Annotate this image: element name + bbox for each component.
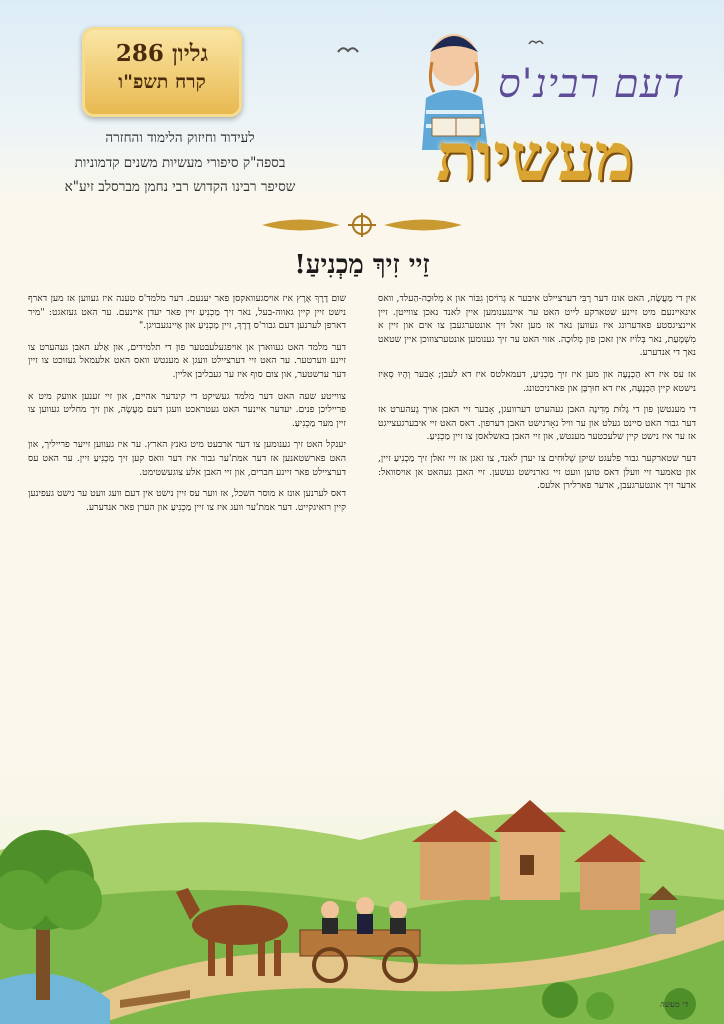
series-title: דעם רבינ'ס (497, 61, 685, 107)
subtitle-line-2: בספה"ק סיפורי מעשיות משנים קדמוניות (74, 155, 286, 171)
artist-signature: די מעשה (660, 1000, 689, 1009)
bird-icon (528, 38, 544, 48)
paragraph: דאס לערנען אונז א מוסר השכל, אז ווער עס זיין נישט אין דעם וועג וועט ער נישט געפינען קיין רואיגקייט. דער אמת'ער וועג איז צו זיין מַכְנִיעַ און הערן פאר אנדערע. (28, 488, 346, 513)
story-title: זַיי זִיךְ מַכְנִיעַ! (294, 250, 430, 280)
main-title: מעשיות (436, 118, 634, 196)
paragraph: יענקל האט זיך גענומען צו דער ארבעט מיט גאנץ הארץ. ער איז געווען זייער פרייליך, און האט פארשטאנען אז דער אמת'ער גבור איז דער וואס קען זיך מַכְנִיעַ זיין. ער האט עס דערציילט פאר זיינע חברים, און זיי האבן אלע צוגעשטימט. (28, 439, 346, 478)
issue-box (82, 27, 242, 117)
bird-icon (337, 44, 359, 58)
text-column-right (378, 292, 696, 501)
ornament-divider (260, 210, 464, 240)
paragraph: די מענטשן פון די גָלוּת מְדִינָה האבן געהערט דערוועגן, אָבער זיי האבן אויך גֶעהערט אז דער גבור האט סיינט געלט און ער וויל נאָרנישט האבן דערפון. דאס האט זיי איבערגעצייגט אז ער איז נישט קיין שלעכטער מענטש, און זיי האבן באשלאסן צו זיין מַכְנִיעַ. (378, 404, 696, 443)
subtitle-line-1: לעידוד וחיזוק הלימוד והחזרה (105, 130, 255, 146)
paragraph: אין די מַעֲשֶׂה, האט אונז דער רֶבִּי דערציילט איבער א גְרוֹיסן גִבּוֹר און א מְלוּכָה-הַעלד, וואס אינאיינעם מיט זיינע שטארקע לייט האט ער איינגענומען איין לאנד נאכן צווייטן. זיין איינציגסטע פאדערונג איז געווען נאר אז מען זאל זיך אונטערגעבן צו אים און זיין א מִשְׁמָעַת, נאר בְּלוֹיז אין זאכן פון מְלוּכָה. אזוי האט ער זיך גענומען אונטערצוזוכן איין שטאט נאך די אנדערע. (378, 293, 696, 359)
paragraph: אז עס איז דא הַכְנָעָה און מען איז זיך מַכְנִיעַ, דעמאלטס איז דא לעבן; אָבער וְהָיוּ סְאִיז נישטא קיין הַכְנָעָה, איז דא חוּרְבָּן און פארניכטונג. (378, 368, 696, 394)
issue-number: גליון 286 (115, 40, 209, 67)
paragraph: דער שטארקער גבור פלעגט שיקן שְׁלוּחִים צו יעדן לאנד, צו זאגן אז זיי זאלן זיך מַכְנִיעַ זיין, און טאמער זיי וועלן דאס טוען וועט זיי גארנישט געשען. זיי האבן געהאט אן אויסוואל: אדער זיך אונטערגעבן, אדער פארלירן אלעס. (378, 452, 696, 492)
text-column-left (28, 292, 346, 522)
paragraph: דער מלמד האט געווארן אן אויפגעלעבטער פון די תלמידים, און אַלע האבן געהערט צו זיינע ווערטער. ער האט זיי דערציילט וועגן א מענטש וואס האט אלעמאל געזוכט צו זיין דער ערשטער, און צום סוף איז ער געבליבן אליין. (28, 341, 346, 380)
paragraph: שום דֶרֶךְ אֶרֶץ איז אויסגעוואקסן פאר יענעם. דער מלמד'ס טענה איז געווען אז מען דארף נישט זיין קיין גאווה-בעל, נאר זיך מַכְנִיעַ זיין פאר יעדן איינעם. ער האט געזאגט: "מיר דארפן לערנען דעם גבור'ס דֶרֶךְ, זיין מַכְנִיעַ און אַיינגעבויגן." (28, 293, 346, 332)
paragraph: צווייטע שעה האט דער מלמד געשיקט די קינדער אהיים, און זיי זענען אוועק מיט א פרייליכן פנים. יעדער איינער האט געטראכט וועגן דעם מַעֲשֶׂה, און זיך מחליט געווען צו זיין מער מַכְנִיעַ. (28, 390, 346, 429)
issue-parsha: קרח תשפ"ו (118, 71, 206, 93)
subtitle-line-3: שסיפר רבינו הקדוש רבי נחמן מברסלב זיע"א (64, 179, 296, 195)
village-scene-illustration (0, 760, 724, 1024)
